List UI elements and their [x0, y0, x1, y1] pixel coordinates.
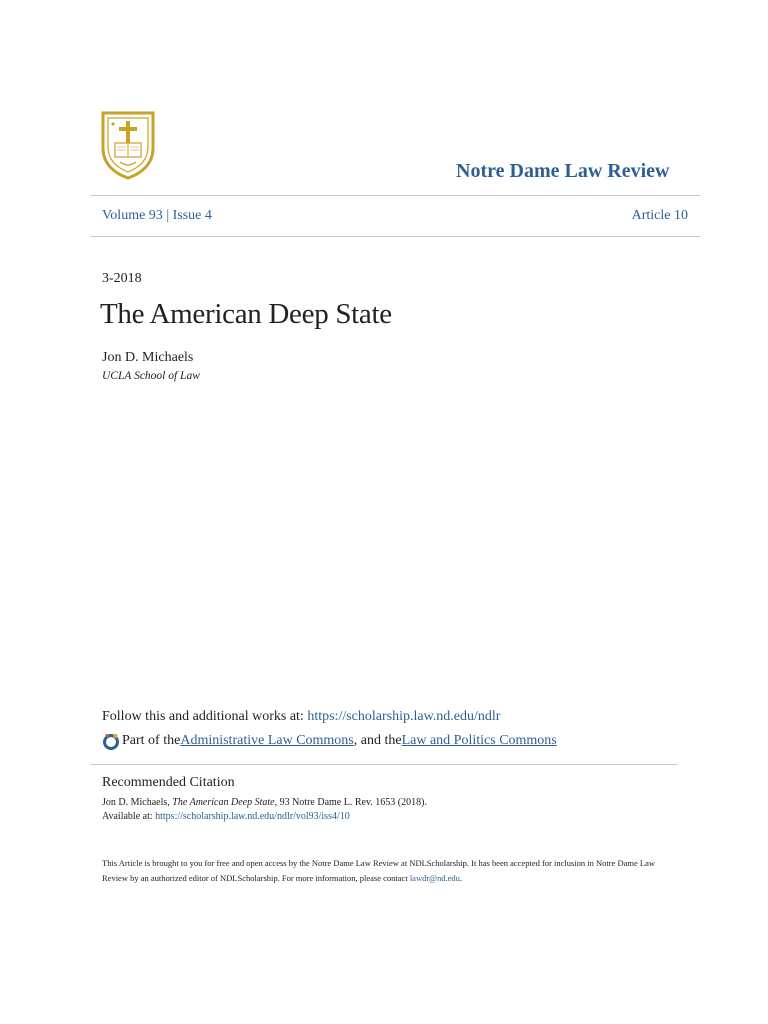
- notice-text: This Article is brought to you for free and open access by the Notre Dame Law Review at NDLScholarship. It has been accepted for inclusion in Notre Dame Law Review by an authorized editor of NDLScholarship. For more information, please contact: [102, 858, 656, 883]
- recommended-citation-heading: Recommended Citation: [102, 775, 235, 790]
- follow-url-link[interactable]: https://scholarship.law.nd.edu/ndlr: [307, 709, 501, 724]
- issue-link[interactable]: Issue 4: [172, 208, 212, 223]
- volume-issue-separator: |: [162, 208, 173, 223]
- open-access-notice: [102, 856, 682, 886]
- author-affiliation: UCLA School of Law: [102, 370, 200, 382]
- part-of-prefix: Part of the: [122, 733, 181, 748]
- available-at-line: [102, 810, 427, 824]
- citation-divider: [90, 764, 678, 765]
- header-divider-bottom: [90, 236, 700, 237]
- available-label: Available at:: [102, 811, 156, 822]
- volume-issue: [102, 208, 212, 224]
- article-number-link[interactable]: Article 10: [631, 208, 688, 223]
- citation-block: [102, 796, 427, 824]
- contact-email-link[interactable]: lawdr@nd.edu: [409, 873, 460, 883]
- notice-end: .: [459, 873, 463, 883]
- citation-line: [102, 796, 427, 810]
- citation-rest: , 93 Notre Dame L. Rev. 1653 (2018).: [274, 797, 427, 808]
- part-of-line: [102, 732, 557, 750]
- header-divider-top: [90, 195, 700, 196]
- publication-date: 3-2018: [102, 271, 142, 286]
- available-url-link[interactable]: https://scholarship.law.nd.edu/ndlr/vol93/iss4/10: [155, 811, 350, 822]
- follow-line: [102, 709, 500, 725]
- citation-title: The American Deep State: [172, 797, 275, 808]
- part-of-middle: , and the: [353, 733, 402, 748]
- volume-link[interactable]: Volume 93: [102, 208, 163, 223]
- journal-title-link[interactable]: Notre Dame Law Review: [456, 160, 670, 182]
- article-title: The American Deep State: [100, 298, 392, 330]
- notre-dame-seal-icon: [100, 110, 156, 180]
- administrative-law-commons-link[interactable]: Administrative Law Commons: [180, 733, 354, 748]
- author-name: Jon D. Michaels: [102, 350, 194, 365]
- bepress-commons-icon: [102, 732, 120, 750]
- law-and-politics-commons-link[interactable]: Law and Politics Commons: [401, 733, 557, 748]
- follow-prefix: Follow this and additional works at:: [102, 709, 308, 724]
- citation-author: Jon D. Michaels,: [102, 797, 173, 808]
